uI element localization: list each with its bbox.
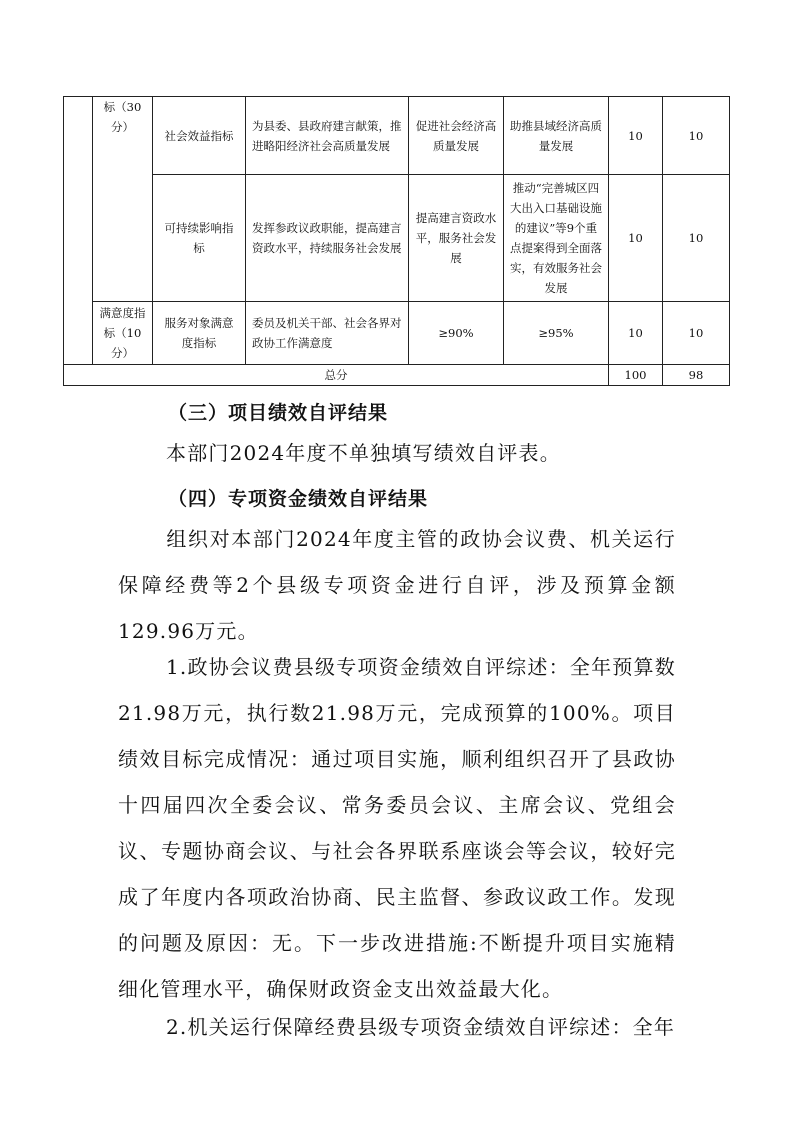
performance-table — [63, 96, 730, 386]
table-row — [64, 97, 730, 175]
indicator-category: 标（30 分） — [93, 97, 153, 302]
weight-value: 10 — [609, 175, 663, 302]
actual-value: ≥95% — [504, 302, 609, 365]
indicator-category: 满意度指标（10分） — [93, 302, 153, 365]
target-value: ≥90% — [409, 302, 504, 365]
blank-cell — [64, 97, 93, 365]
score-value: 10 — [663, 302, 730, 365]
weight-value: 10 — [609, 302, 663, 365]
section-4-intro-paragraph — [118, 516, 676, 654]
score-value: 10 — [663, 175, 730, 302]
actual-value: 推动“完善城区四大出入口基础设施的建议”等9个重点提案得到全面落实，有效服务社会发展 — [504, 175, 609, 302]
target-value: 提高建言资政水平，服务社会发展 — [409, 175, 504, 302]
item-2-paragraph — [118, 1004, 676, 1050]
score-value: 10 — [663, 97, 730, 175]
actual-value: 助推县域经济高质量发展 — [504, 97, 609, 175]
section-4-intro-text: 组织对本部门2024年度主管的政协会议费、机关运行保障经费等2个县级专项资金进行自评，涉及预算金额129.96万元。 — [118, 527, 676, 643]
section-3-text: 本部门2024年度不单独填写绩效自评表。 — [166, 441, 561, 465]
item-1-text: 1.政协会议费县级专项资金绩效自评综述：全年预算数21.98万元，执行数21.98万元，完成预算的100%。项目绩效目标完成情况：通过项目实施，顺利组织召开了县政协十四届四次全委会议、常务委员会议、主席会议、党组会议、专题协商会议、与社会各界联系座谈会等会议，较好完成了年度内各项政治协商、民主监督、参政议政工作。发现的问题及原因：无。下一步改进措施:不断提升项目实施精细化管理水平，确保财政资金支出效益最大化。 — [118, 655, 676, 1001]
section-heading-4: （四）专项资金绩效自评结果 — [168, 488, 429, 510]
total-score: 98 — [663, 365, 730, 386]
weight-value: 10 — [609, 97, 663, 175]
indicator-content: 为县委、县政府建言献策，推进略阳经济社会高质量发展 — [246, 97, 409, 175]
sub-indicator: 可持续影响指标 — [153, 175, 246, 302]
indicator-content: 发挥参政议政职能，提高建言资政水平，持续服务社会发展 — [246, 175, 409, 302]
item-2-text: 2.机关运行保障经费县级专项资金绩效自评综述：全年 — [166, 1015, 676, 1039]
item-1-paragraph — [118, 644, 676, 1012]
total-label: 总分 — [64, 365, 609, 386]
section-heading-3: （三）项目绩效自评结果 — [168, 402, 389, 424]
total-row — [64, 365, 730, 386]
sub-indicator: 社会效益指标 — [153, 97, 246, 175]
indicator-content: 委员及机关干部、社会各界对政协工作满意度 — [246, 302, 409, 365]
table-row — [64, 175, 730, 302]
total-weight: 100 — [609, 365, 663, 386]
section-3-paragraph — [118, 430, 676, 476]
table-row — [64, 302, 730, 365]
sub-indicator: 服务对象满意度指标 — [153, 302, 246, 365]
target-value: 促进社会经济高质量发展 — [409, 97, 504, 175]
